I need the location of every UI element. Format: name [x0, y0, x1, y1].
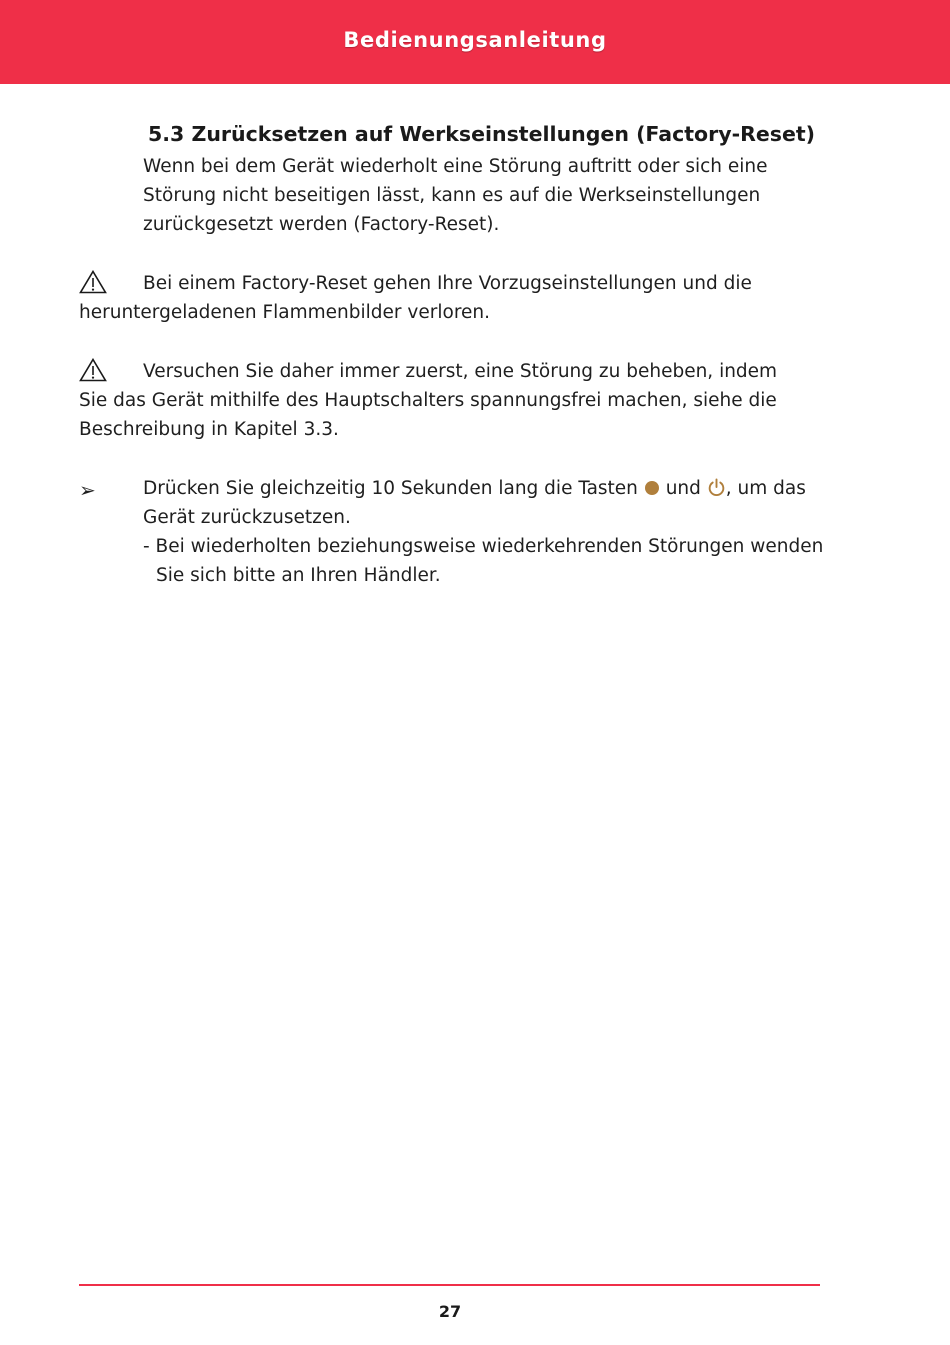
instruction-text-after: , um das [725, 478, 806, 499]
document-title: Bedienungsanleitung [343, 28, 607, 52]
warning-triangle-icon [79, 358, 107, 382]
warning-triangle-icon [79, 270, 107, 294]
instruction-text-middle: und [665, 478, 701, 499]
dot-key-icon [645, 481, 659, 495]
section-heading: 5.3 Zurücksetzen auf Werkseinstellungen (Factory-Reset) [148, 122, 816, 146]
note-line-1: - Bei wiederholten beziehungsweise wiederkehrenden Störungen wenden [143, 536, 824, 557]
footer-rule [79, 1284, 820, 1286]
intro-line-3: zurückgesetzt werden (Factory-Reset). [143, 214, 500, 235]
instruction-line-2: Gerät zurückzusetzen. [143, 507, 351, 528]
warning-2-line-2: Sie das Gerät mithilfe des Hauptschalters spannungsfrei machen, siehe die [79, 390, 777, 411]
warning-1-line-1: Bei einem Factory-Reset gehen Ihre Vorzugseinstellungen und die [143, 273, 752, 294]
arrow-bullet-icon: ➢ [79, 478, 96, 502]
power-icon [707, 478, 726, 497]
intro-line-2: Störung nicht beseitigen lässt, kann es auf die Werkseinstellungen [143, 185, 761, 206]
warning-2-line-3: Beschreibung in Kapitel 3.3. [79, 419, 339, 440]
note-line-2: Sie sich bitte an Ihren Händler. [156, 565, 441, 586]
warning-1-line-2: heruntergeladenen Flammenbilder verloren. [79, 302, 491, 323]
intro-line-1: Wenn bei dem Gerät wiederholt eine Störung auftritt oder sich eine [143, 156, 768, 177]
instruction-line-1 [143, 474, 806, 503]
warning-2-line-1: Versuchen Sie daher immer zuerst, eine Störung zu beheben, indem [143, 361, 778, 382]
page-number: 27 [438, 1302, 462, 1321]
instruction-text-before: Drücken Sie gleichzeitig 10 Sekunden lang die Tasten [143, 478, 638, 499]
